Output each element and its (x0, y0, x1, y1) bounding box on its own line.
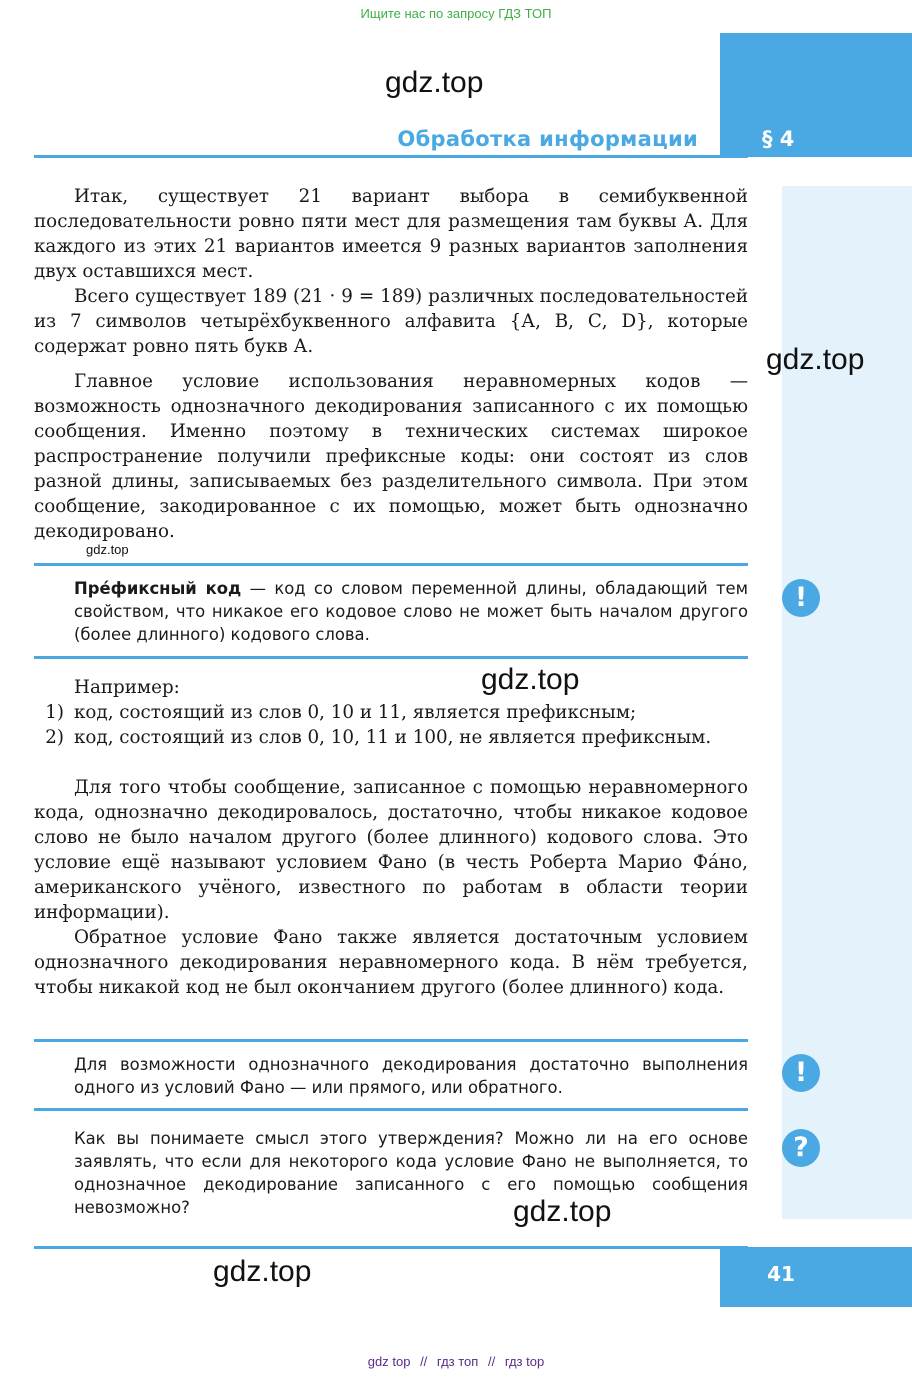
watermark: gdz.top (213, 1255, 312, 1288)
list-item (34, 700, 748, 725)
list-item (34, 725, 748, 750)
footer-divider (34, 1246, 748, 1249)
chapter-title: Обработка информации (397, 127, 698, 151)
footer-separator: // (487, 1354, 496, 1369)
list-number: 1) (45, 702, 64, 723)
footer-link[interactable]: гдз топ (436, 1354, 479, 1369)
header-divider (34, 155, 748, 158)
exclamation-icon: ! (782, 579, 820, 617)
watermark: gdz.top (481, 663, 580, 696)
question-icon: ? (782, 1129, 820, 1167)
definition-term: Пре́фиксный код (74, 579, 242, 598)
paragraph: Всего существует 189 (21 · 9 = 189) различных последовательностей из 7 символов четырёхбуквенного алфавита {А, В, С, D}, которые содержат ровно пять букв А. (34, 286, 748, 357)
note-top-rule (34, 1039, 748, 1042)
watermark-small: gdz.top (86, 542, 129, 557)
watermark: gdz.top (385, 66, 484, 99)
list-text: код, состоящий из слов 0, 10 и 11, является префиксным; (74, 702, 637, 723)
footer-links (0, 1354, 912, 1369)
question-text: Как вы понимаете смысл этого утверждения? Можно ли на его основе заявлять, что если для некоторого кода условие Фано не выполняется, то однозначное декодирование записанного с его помощью сообщения невозможно? (74, 1129, 748, 1217)
watermark: gdz.top (766, 343, 865, 376)
definition-bottom-rule (34, 656, 748, 659)
definition-top-rule (34, 563, 748, 566)
top-banner[interactable]: Ищите нас по запросу ГДЗ ТОП (360, 6, 552, 21)
paragraph: Главное условие использования неравномерных кодов — возможность однозначного декодирования записанного с их помощью сообщения. Именно поэтому в технических системах широкое распространение получили префиксные коды: они состоят из слов разной длины, записываемых без разделительного символа. При этом сообщение, закодированное с их помощью, может быть однозначно декодировано. (34, 371, 748, 542)
page-number: 41 (767, 1262, 795, 1286)
exclamation-icon: ! (782, 1054, 820, 1092)
watermark: gdz.top (513, 1195, 612, 1228)
footer-link[interactable]: gdz top (367, 1354, 411, 1369)
paragraph: Обратное условие Фано также является достаточным условием однозначного декодирования неравномерного кода. В нём требуется, чтобы никакой код не был окончанием другого (более длинного) кода. (34, 927, 748, 998)
note-text: Для возможности однозначного декодирования достаточно выполнения одного из условий Фано — или прямого, или обратного. (74, 1055, 748, 1097)
list-text: код, состоящий из слов 0, 10, 11 и 100, не является префиксным. (74, 727, 712, 748)
definition-block (74, 577, 748, 646)
list-number: 2) (45, 727, 64, 748)
note-bottom-rule (34, 1108, 748, 1111)
definition-text: — код со словом переменной длины, обладающий тем свойством, что никакое его кодовое слово не может быть началом другого (более длинного) кодового слова. (74, 579, 748, 644)
footer-link[interactable]: гдз top (504, 1354, 545, 1369)
paragraph: Например: (74, 677, 180, 698)
footer-separator: // (420, 1354, 428, 1369)
section-tab (720, 33, 912, 157)
section-number: § 4 (762, 127, 795, 151)
paragraph: Для того чтобы сообщение, записанное с помощью неравномерного кода, однозначно декодировалось, достаточно, чтобы никакое кодовое слово не было началом другого (более длинного) кодового слова. Это условие ещё называют условием Фано (в честь Роберта Марио Фáно, американского учёного, известного по работам в области теории информации). (34, 777, 748, 923)
paragraph: Итак, существует 21 вариант выбора в семибуквенной последовательности ровно пяти мест для размещения там буквы А. Для каждого из этих 21 вариантов имеется 9 разных вариантов заполнения двух оставшихся мест. (34, 186, 748, 282)
